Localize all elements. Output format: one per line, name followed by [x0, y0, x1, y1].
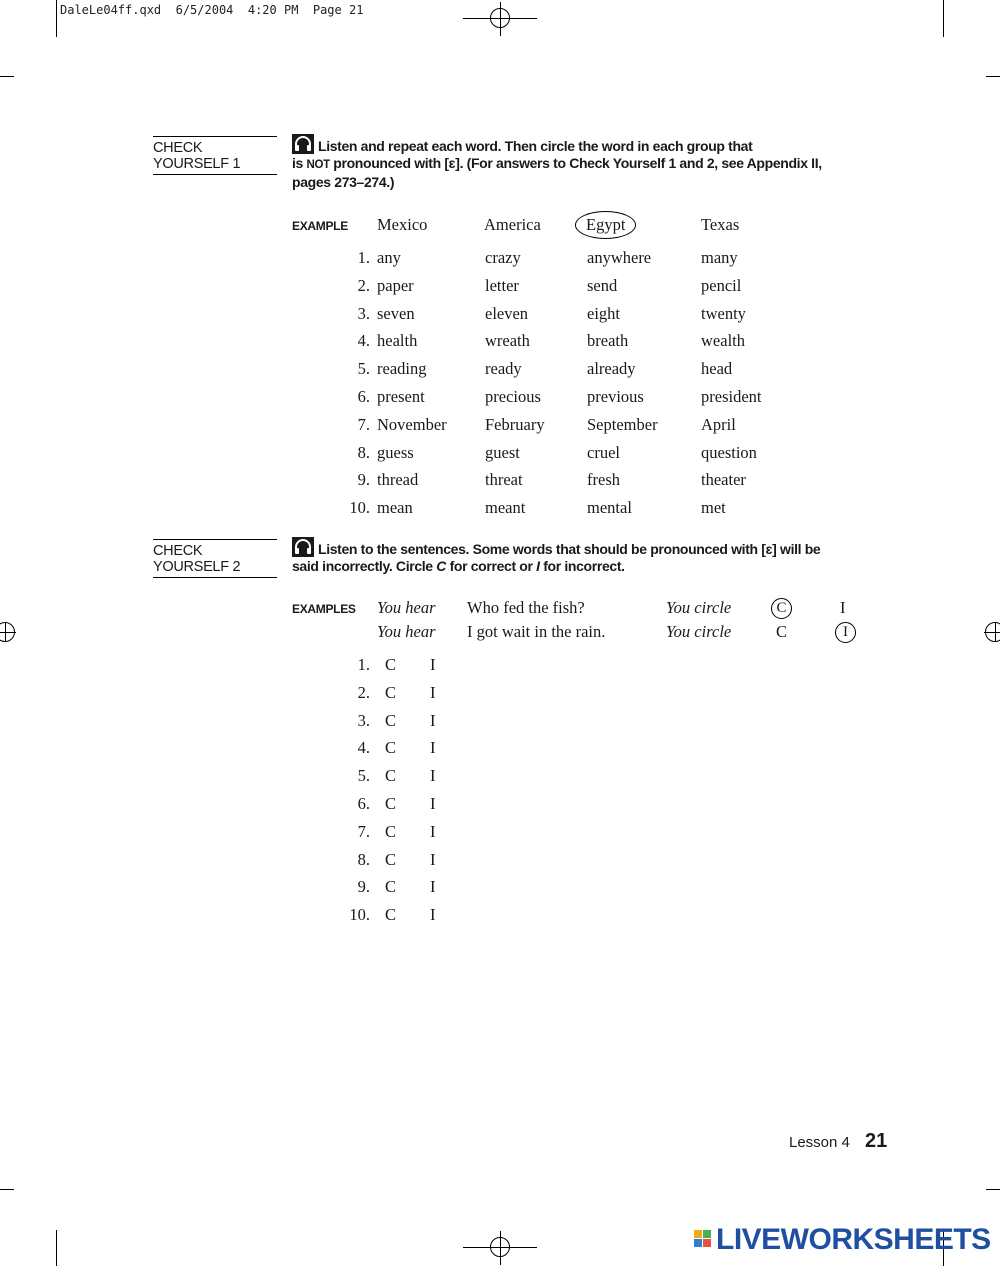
liveworksheets-logo-icon	[694, 1229, 712, 1253]
answer-correct-option[interactable]: C	[385, 683, 397, 702]
word-option[interactable]: wreath	[485, 331, 530, 350]
answer-incorrect-option[interactable]: I	[430, 905, 436, 924]
word-option[interactable]: twenty	[701, 304, 746, 323]
word-option[interactable]: anywhere	[587, 248, 652, 267]
page-number: 21	[865, 1130, 888, 1152]
liveworksheets-watermark: LIVEWORKSHEETS	[716, 1223, 991, 1256]
example-sentence: Who fed the fish?	[467, 598, 585, 617]
example-answer-circled: C	[771, 598, 792, 619]
word-option[interactable]: any	[377, 248, 401, 267]
you-circle-label: You circle	[666, 622, 732, 641]
word-option[interactable]: wealth	[701, 331, 745, 350]
answer-incorrect-option[interactable]: I	[430, 877, 436, 896]
you-circle-label: You circle	[666, 598, 732, 617]
instruction-emphasis: I	[536, 558, 540, 574]
item-number: 2.	[357, 683, 370, 702]
you-hear-label: You hear	[377, 598, 436, 617]
item-number: 9.	[357, 470, 370, 489]
item-number: 3.	[357, 304, 370, 323]
item-number: 10.	[349, 905, 370, 924]
word-option[interactable]: paper	[377, 276, 414, 295]
check-yourself-1-instructions	[292, 134, 892, 191]
word-option[interactable]: guess	[377, 443, 414, 462]
item-number: 4.	[357, 738, 370, 757]
headphones-icon[interactable]	[292, 134, 314, 154]
word-option[interactable]: September	[587, 415, 658, 434]
word-option[interactable]: guest	[485, 443, 520, 462]
word-option[interactable]: met	[701, 498, 726, 517]
item-number: 2.	[357, 276, 370, 295]
example-label: EXAMPLE	[292, 219, 348, 233]
answer-correct-option[interactable]: C	[385, 877, 397, 896]
instruction-text: pronounced with [ɛ]. (For answers to Check Yourself 1 and 2, see Appendix II,	[329, 155, 822, 171]
word-option[interactable]: already	[587, 359, 636, 378]
word-option[interactable]: precious	[485, 387, 541, 406]
item-number: 7.	[357, 822, 370, 841]
word-option[interactable]: present	[377, 387, 425, 406]
answer-incorrect-option[interactable]: I	[430, 711, 436, 730]
item-number: 10.	[349, 498, 370, 517]
item-number: 5.	[357, 359, 370, 378]
instruction-line: pages 273–274.)	[292, 174, 395, 190]
word-option[interactable]: cruel	[587, 443, 620, 462]
answer-incorrect-option[interactable]: I	[430, 850, 436, 869]
word-option[interactable]: thread	[377, 470, 419, 489]
answer-correct-option[interactable]: C	[385, 766, 397, 785]
example-word-circled: Egypt	[575, 211, 636, 239]
answer-correct-option[interactable]: C	[385, 822, 397, 841]
word-option[interactable]: seven	[377, 304, 415, 323]
check-yourself-2-label: CHECK YOURSELF 2	[153, 539, 277, 578]
examples-label: EXAMPLES	[292, 602, 356, 616]
answer-correct-option[interactable]: C	[385, 794, 397, 813]
answer-correct-option[interactable]: C	[385, 655, 397, 674]
instruction-line: Listen to the sentences. Some words that should be pronounced with [ɛ] will be	[318, 541, 821, 557]
answer-incorrect-option[interactable]: I	[430, 822, 436, 841]
word-option[interactable]: mental	[587, 498, 632, 517]
instruction-text: for incorrect.	[539, 558, 625, 574]
item-number: 7.	[357, 415, 370, 434]
word-option[interactable]: pencil	[701, 276, 742, 295]
item-number: 8.	[357, 443, 370, 462]
instruction-text: is	[292, 155, 307, 171]
word-option[interactable]: threat	[485, 470, 523, 489]
check-yourself-1-label: CHECK YOURSELF 1	[153, 136, 277, 175]
you-hear-label: You hear	[377, 622, 436, 641]
answer-correct-option[interactable]: C	[385, 905, 397, 924]
item-number: 4.	[357, 331, 370, 350]
word-option[interactable]: breath	[587, 331, 629, 350]
example-sentence: I got wait in the rain.	[467, 622, 606, 641]
instruction-line: Listen and repeat each word. Then circle the word in each group that	[318, 138, 753, 154]
crop-mark	[986, 76, 1000, 77]
word-option[interactable]: crazy	[485, 248, 521, 267]
check-yourself-2-instructions	[292, 537, 892, 575]
item-number: 3.	[357, 711, 370, 730]
word-option[interactable]: meant	[485, 498, 526, 517]
crop-mark	[56, 1230, 57, 1266]
word-option[interactable]: ready	[485, 359, 522, 378]
instruction-emphasis: NOT	[306, 159, 330, 171]
item-number: 9.	[357, 877, 370, 896]
example-answer: I	[840, 598, 846, 617]
crop-mark	[986, 1189, 1000, 1190]
answer-incorrect-option[interactable]: I	[430, 794, 436, 813]
word-option[interactable]: health	[377, 331, 418, 350]
crop-mark	[56, 0, 57, 37]
instruction-emphasis: C	[436, 558, 447, 574]
headphones-icon[interactable]	[292, 537, 314, 557]
answer-correct-option[interactable]: C	[385, 850, 397, 869]
word-option[interactable]: previous	[587, 387, 644, 406]
item-number: 8.	[357, 850, 370, 869]
answer-incorrect-option[interactable]: I	[430, 738, 436, 757]
word-option[interactable]: fresh	[587, 470, 620, 489]
item-number: 1.	[357, 248, 370, 267]
item-number: 1.	[357, 655, 370, 674]
print-slug: DaleLe04ff.qxd 6/5/2004 4:20 PM Page 21	[60, 3, 364, 17]
lesson-label: Lesson 4	[789, 1134, 850, 1151]
item-number: 6.	[357, 387, 370, 406]
word-option[interactable]: many	[701, 248, 738, 267]
word-option[interactable]: send	[587, 276, 618, 295]
example-answer: C	[776, 622, 788, 641]
crop-mark	[0, 1189, 14, 1190]
answer-correct-option[interactable]: C	[385, 711, 397, 730]
instruction-text: for correct or	[446, 558, 537, 574]
answer-correct-option[interactable]: C	[385, 738, 397, 757]
answer-incorrect-option[interactable]: I	[430, 655, 436, 674]
word-option[interactable]: November	[377, 415, 447, 434]
item-number: 5.	[357, 766, 370, 785]
crop-mark	[943, 0, 944, 37]
word-option[interactable]: theater	[701, 470, 746, 489]
example-word: America	[484, 215, 541, 234]
word-option[interactable]: mean	[377, 498, 413, 517]
example-word: Mexico	[377, 215, 428, 234]
word-option[interactable]: eleven	[485, 304, 529, 323]
answer-incorrect-option[interactable]: I	[430, 683, 436, 702]
word-option[interactable]: reading	[377, 359, 427, 378]
item-number: 6.	[357, 794, 370, 813]
word-option[interactable]: head	[701, 359, 733, 378]
crop-mark	[0, 76, 14, 77]
word-option[interactable]: president	[701, 387, 762, 406]
example-answer-circled: I	[835, 622, 856, 643]
word-option[interactable]: letter	[485, 276, 519, 295]
example-word: Texas	[701, 215, 740, 234]
word-option[interactable]: question	[701, 443, 757, 462]
word-option[interactable]: February	[485, 415, 545, 434]
word-option[interactable]: eight	[587, 304, 620, 323]
instruction-text: said incorrectly. Circle	[292, 558, 437, 574]
word-option[interactable]: April	[701, 415, 736, 434]
answer-incorrect-option[interactable]: I	[430, 766, 436, 785]
